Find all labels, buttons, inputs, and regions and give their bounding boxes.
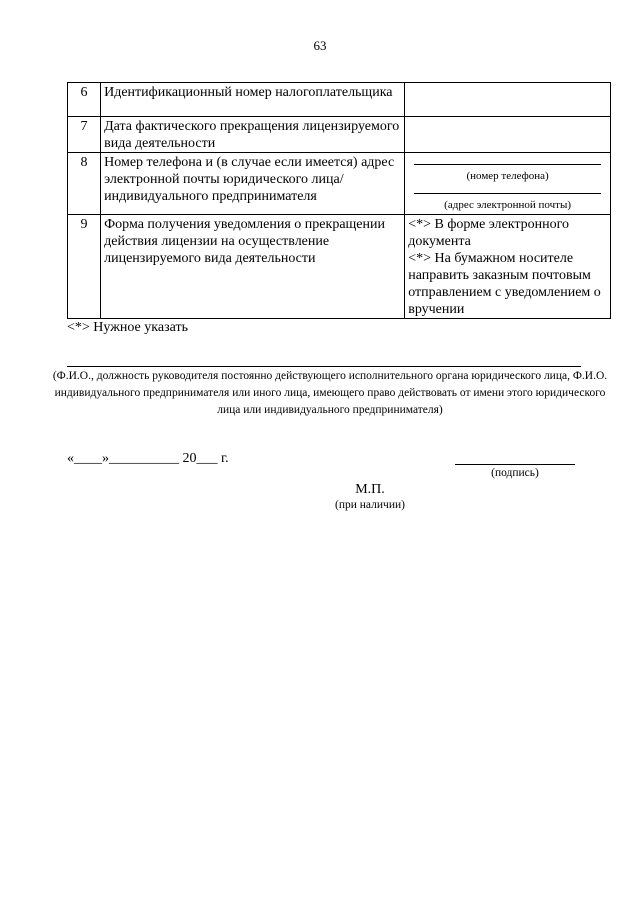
option-paper[interactable]: <*> На бумажном носителе направить заказным почтовым отправлением с уведомлением о вручении (408, 251, 601, 317)
option-electronic[interactable]: <*> В форме электронного документа (408, 217, 570, 249)
delivery-options-cell (405, 215, 611, 319)
row-label: Идентификационный номер налогоплательщика (101, 83, 405, 117)
email-field[interactable] (414, 191, 601, 194)
table-row (68, 215, 611, 319)
stamp-label: М.П. (355, 482, 385, 497)
signature-line[interactable] (455, 464, 575, 465)
application-form-table (67, 82, 611, 319)
email-caption: (адрес электронной почты) (444, 199, 572, 211)
name-position-caption: (Ф.И.О., должность руководителя постоянно действующего исполнительного органа юридического лица, Ф.И.О. индивидуального предпринимателя или иного лица, имеющего право действовать от имени этого юридического лица или индивидуального предпринимателя) (52, 370, 608, 416)
stamp-caption: (при наличии) (335, 499, 405, 511)
row-label: Номер телефона и (в случае если имеется) адрес электронной почты юридического лица/индивидуального предпринимателя (101, 153, 405, 215)
row-value-cell[interactable] (405, 117, 611, 153)
date-field[interactable]: «____»__________ 20___ г. (67, 451, 229, 466)
row-number: 7 (68, 117, 101, 153)
row-number: 8 (68, 153, 101, 215)
row-number: 6 (68, 83, 101, 117)
name-position-line[interactable] (67, 366, 581, 367)
contact-cell (405, 153, 611, 215)
footnote: <*> Нужное указать (67, 320, 188, 335)
page-number: 63 (313, 38, 327, 53)
row-label: Дата фактического прекращения лицензируемого вида деятельности (101, 117, 405, 153)
table-row (68, 83, 611, 117)
phone-field[interactable] (414, 162, 601, 165)
row-value-cell[interactable] (405, 83, 611, 117)
row-label: Форма получения уведомления о прекращении действия лицензии на осуществление лицензируемого вида деятельности (101, 215, 405, 319)
phone-caption: (номер телефона) (466, 170, 549, 182)
table-row (68, 153, 611, 215)
signature-caption: (подпись) (491, 467, 539, 479)
row-number: 9 (68, 215, 101, 319)
table-row (68, 117, 611, 153)
